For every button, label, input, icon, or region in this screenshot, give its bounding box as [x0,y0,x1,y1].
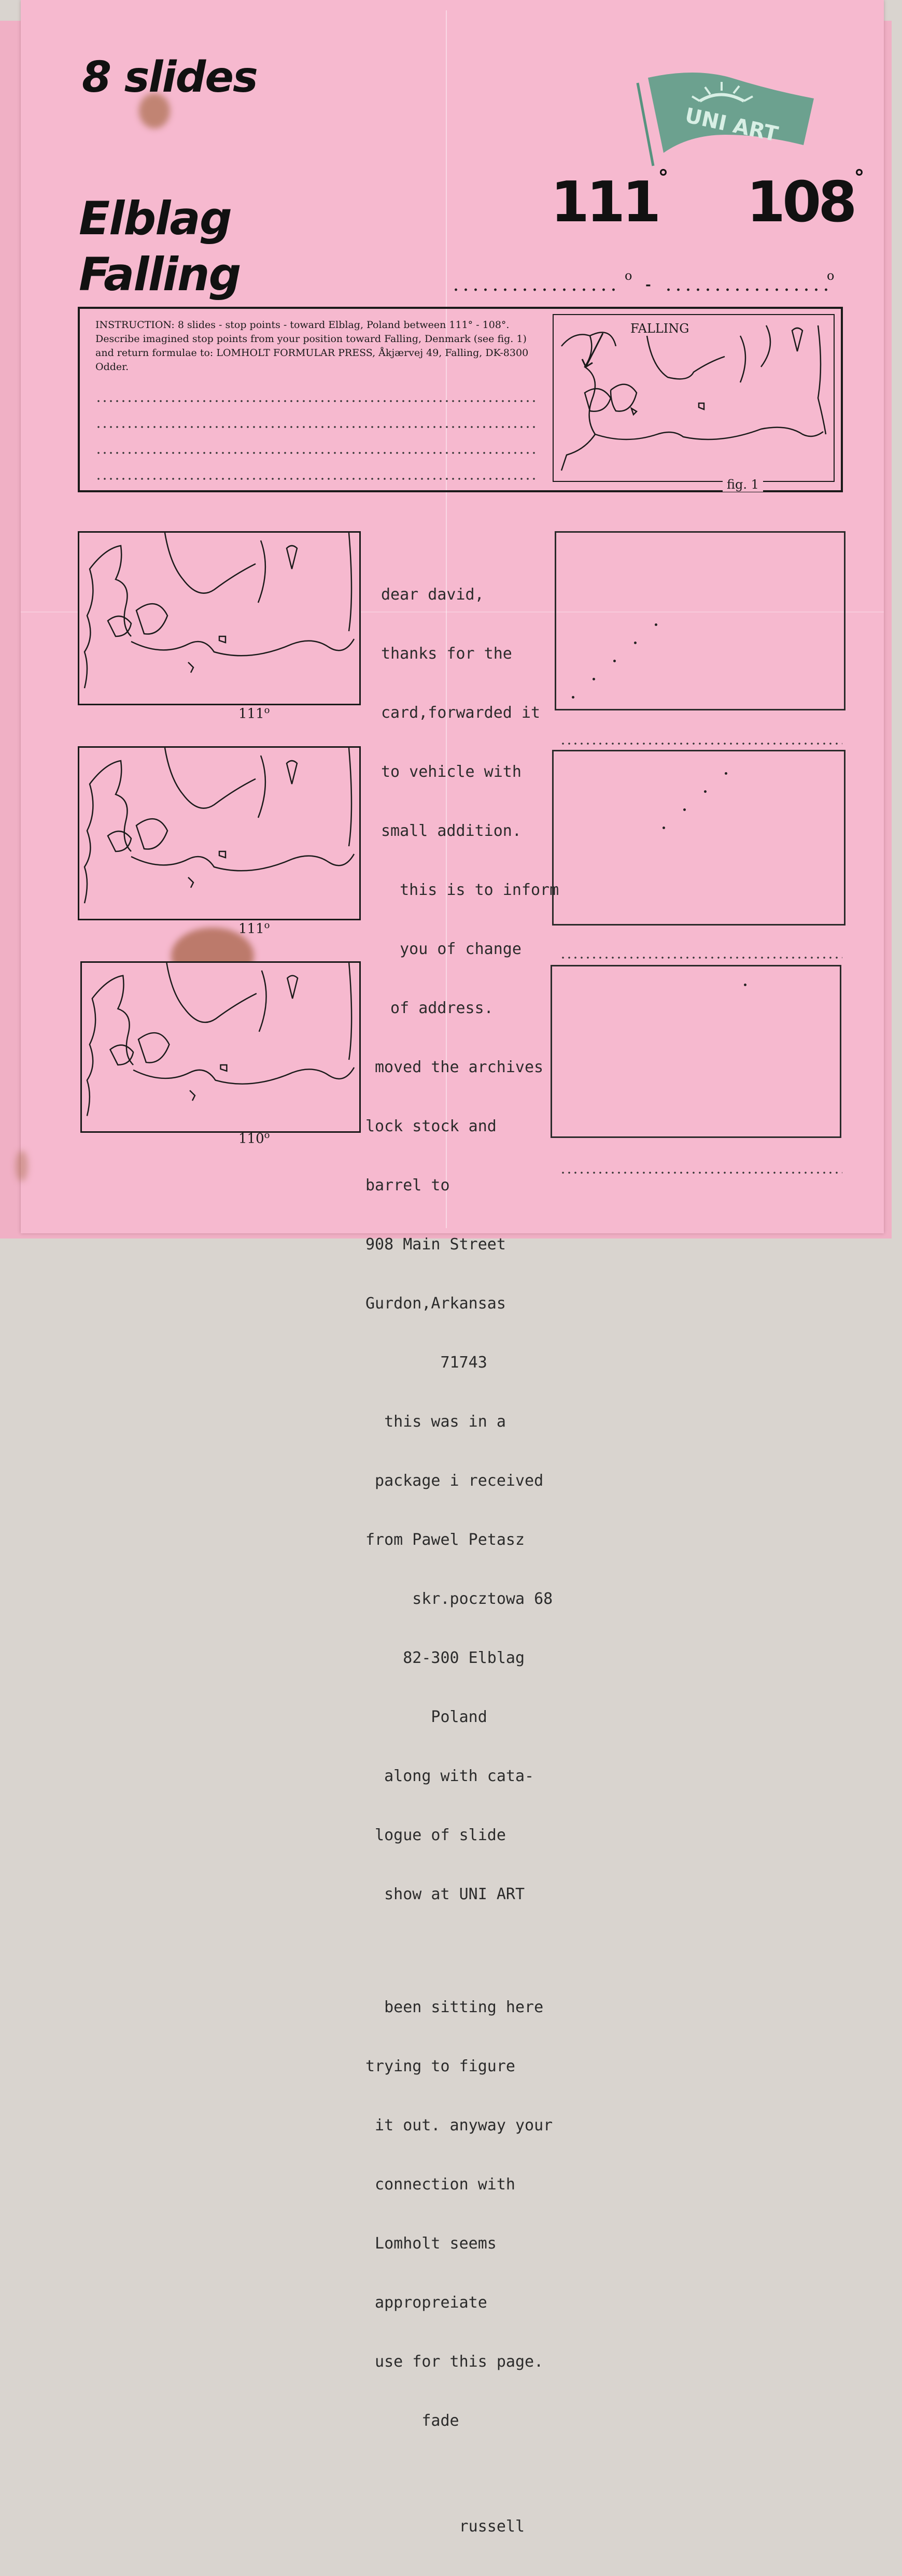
letter-line: this is to inform [381,881,559,899]
speck [572,696,574,699]
stop-point-line-1[interactable] [560,742,842,745]
slide-caption-1-value: 111 [238,706,264,722]
speck [704,790,707,793]
stop-point-box-1[interactable] [555,531,845,710]
fig1-map [553,314,835,482]
degree-start-value: 111 [551,170,658,235]
speck [634,642,637,644]
letter-line: Poland [365,1708,487,1726]
uni-art-stamp [632,62,824,171]
slide-map-3 [80,961,361,1133]
degree-fill-line-left[interactable] [451,287,617,292]
degree-dash: - [645,277,651,293]
heading-elblag: Elblag [79,192,231,245]
instruction-text: INSTRUCTION: 8 slides - stop points - toward Elblag, Poland between 111° - 108°. Describe imagined stop points from your position toward Falling, Denmark (see fig. 1) and return formulae to: LOMHOLT FORMULAR PRESS, Åkjærvej 49, Falling, DK-8300 Odder. [95,319,529,373]
stop-point-box-2[interactable] [552,750,845,926]
degree-symbol: o [264,705,270,716]
degree-start [551,166,669,235]
degree-symbol: o [264,1130,270,1141]
letter-line: of address. [381,999,494,1017]
stop-point-line-2[interactable] [560,956,842,959]
speck [613,660,616,662]
letter-line: 82-300 Elblag [365,1649,525,1667]
speck [683,808,686,811]
instruction-box [78,307,843,492]
letter-line: show at UNI ART [365,1885,525,1903]
answer-line-2[interactable] [95,425,536,429]
stop-point-box-3[interactable] [551,965,841,1138]
slide-caption-1 [238,705,270,722]
letter-line: 71743 [365,1354,487,1372]
letter-line: package i received [365,1472,544,1490]
fig1-falling-label: FALLING [630,321,689,336]
degree-symbol: ° [658,166,669,190]
slide-map-2 [78,746,361,920]
letter-signature: russell [365,2517,525,2536]
letter-line: Gurdon,Arkansas [365,1294,506,1313]
typewritten-letter [365,546,559,2576]
answer-line-4[interactable] [95,477,536,480]
letter-line: you of change [381,940,522,958]
letter-line: logue of slide [365,1826,506,1844]
letter-line: been sitting here [365,1998,544,2016]
letter-line [365,2470,559,2478]
form-sheet [21,0,884,2536]
letter-line: dear david, [381,586,484,604]
letter-line: this was in a [365,1413,506,1431]
fig1-caption: fig. 1 [723,477,763,492]
letter-line: along with cata- [365,1767,534,1785]
letter-line: trying to figure [365,2057,515,2075]
slide-caption-2-value: 111 [238,921,264,937]
letter-line: moved the archives [375,1058,544,1076]
degree-fill-line-right[interactable] [664,287,829,292]
letter-line: small addition. [381,822,522,840]
slide-caption-3-value: 110 [238,1131,264,1147]
letter-line: connection with [365,2175,515,2194]
degree-symbol: ° [854,166,865,190]
degree-symbol: o [264,920,270,931]
speck [655,623,657,626]
letter-line: appropreiate [365,2294,487,2312]
degree-end-value: 108 [746,170,854,235]
letter-line: barrel to [365,1176,450,1194]
letter-line: use for this page. [365,2353,544,2371]
degree-small-o-left: o [625,268,632,283]
answer-line-1[interactable] [95,400,536,403]
letter-line: lock stock and [365,1117,497,1135]
heading-falling: Falling [79,248,241,301]
stamp-text: UNI ART [683,103,780,147]
stain-edge [16,1150,28,1182]
letter-line: to vehicle with [381,763,522,781]
slide-caption-3 [238,1130,270,1147]
letter-line [365,1944,559,1958]
degree-small-o-right: o [827,268,835,283]
heading-8-slides: 8 slides [82,53,257,102]
speck [744,984,746,986]
letter-line: fade [365,2412,459,2430]
speck [725,772,727,775]
speck [593,678,595,680]
letter-line: thanks for the [381,645,512,663]
speck [663,827,665,829]
letter-line: card,forwarded it [381,704,541,722]
degree-end [746,166,865,235]
stop-point-line-3[interactable] [560,1171,842,1174]
slide-map-1 [78,531,361,705]
letter-line: skr.pocztowa 68 [365,1590,553,1608]
slide-caption-2 [238,920,270,937]
letter-line: from Pawel Petasz [365,1531,525,1549]
letter-line: 908 Main Street [365,1235,506,1254]
letter-line: Lomholt seems [365,2235,497,2253]
answer-line-3[interactable] [95,451,536,454]
letter-line: it out. anyway your [365,2116,553,2134]
